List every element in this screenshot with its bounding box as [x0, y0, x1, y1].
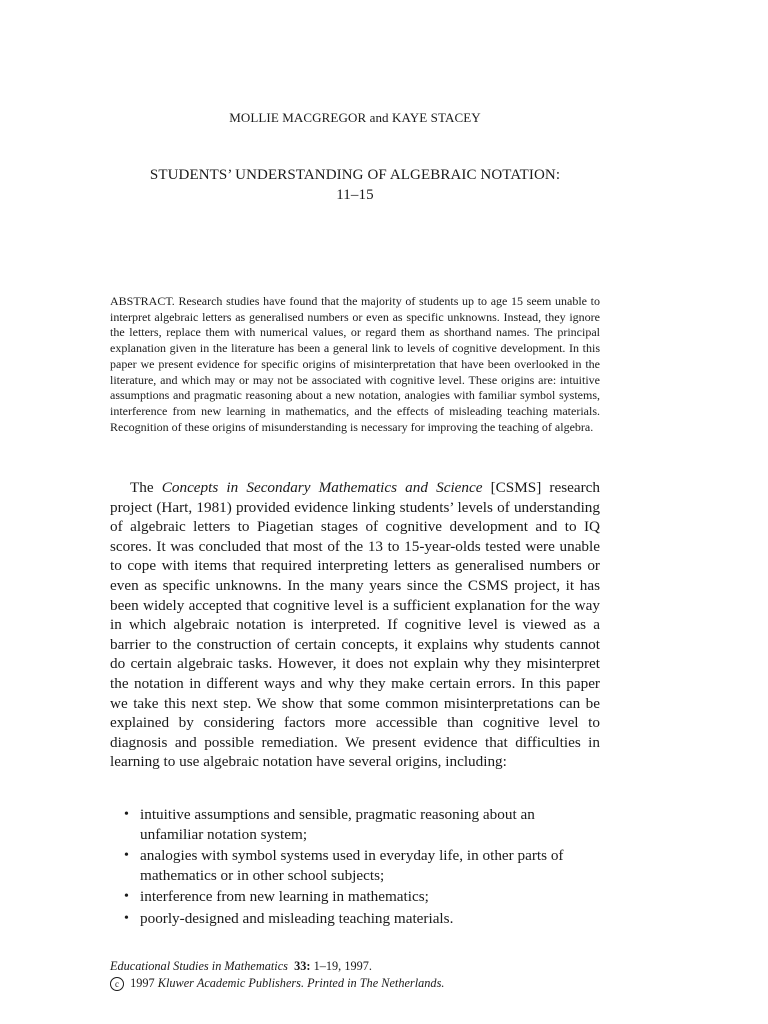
- author-line: MOLLIE MACGREGOR and KAYE STACEY: [229, 110, 481, 125]
- copyright-icon: c: [110, 977, 124, 991]
- citation-line: [110, 958, 600, 975]
- list-item-text: intuitive assumptions and sensible, pragmatic reasoning about an unfamiliar notation system;: [140, 806, 535, 843]
- bullet-icon: •: [124, 848, 129, 864]
- project-name: Concepts in Secondary Mathematics and Science: [161, 479, 483, 496]
- paper-title: [110, 165, 600, 205]
- list-item-text: poorly-designed and misleading teaching materials.: [140, 909, 454, 927]
- publisher-name: Kluwer Academic Publishers. Printed in The Netherlands.: [157, 975, 445, 990]
- list-item: [122, 909, 600, 929]
- bullet-icon: •: [124, 807, 129, 822]
- abstract: ABSTRACT. Research studies have found that the majority of students up to age 15 seem unable to interpret algebraic letters as generalised numbers or even as specific unknowns. Instead, they ignore the letters, replace them with numerical values, or regard them as shorthand names. The principal explanation given in the literature has been a general link to levels of cognitive development. In this paper we present evidence for specific origins of misinterpretation that have been overlooked in the literature, and which may or may not be associated with cognitive level. These origins are: intuitive assumptions and pragmatic reasoning about a new notation, analogies with familiar symbol systems, interference from new learning in mathematics, and the effects of misleading teaching materials. Recognition of these origins of misunderstanding is necessary for improving the teaching of algebra.: [110, 294, 600, 434]
- list-item: [122, 846, 600, 885]
- journal-pages-year: 1–19, 1997.: [310, 959, 372, 973]
- body-paragraph: [110, 478, 600, 772]
- list-item: [122, 805, 600, 844]
- bullet-icon: •: [124, 910, 129, 926]
- journal-name: Educational Studies in Mathematics: [110, 959, 288, 973]
- origins-list: [122, 805, 600, 931]
- copyright-line: [110, 975, 600, 992]
- list-item: [122, 887, 600, 907]
- list-item-text: analogies with symbol systems used in everyday life, in other parts of mathematics or in other school subjects;: [140, 847, 564, 884]
- title-line-2: 11–15: [336, 187, 374, 203]
- list-item-text: interference from new learning in mathematics;: [140, 888, 429, 906]
- copyright-year: 1997: [127, 975, 158, 990]
- body-text: [CSMS] research project (Hart, 1981) provided evidence linking students’ levels of understanding of algebraic letters to Piagetian stages of cognitive development and to IQ scores. It was concluded that most of the 13 to 15-year-olds tested were unable to cope with items that required interpreting letters as generalised numbers or even as specific unknowns. In the many years since the CSMS project, it has been widely accepted that cognitive level is a sufficient explanation for the way in which algebraic notation is interpreted. If cognitive level is viewed as a barrier to the construction of certain concepts, it explains why students cannot do certain algebraic tasks. However, it does not explain why they misinterpret the notation in different ways and why they make certain errors. In this paper we take this next step. We show that some common misinterpretations can be explained by considering factors more accessible than cognitive level to diagnosis and possible remediation. We present evidence that difficulties in learning to use algebraic notation have several origins, including:: [110, 479, 600, 771]
- title-line-1: STUDENTS’ UNDERSTANDING OF ALGEBRAIC NOTATION:: [149, 167, 561, 183]
- citation-footer: [110, 958, 600, 991]
- journal-volume: 33:: [294, 959, 311, 973]
- bullet-icon: •: [124, 889, 129, 905]
- body-lead: The: [130, 479, 162, 496]
